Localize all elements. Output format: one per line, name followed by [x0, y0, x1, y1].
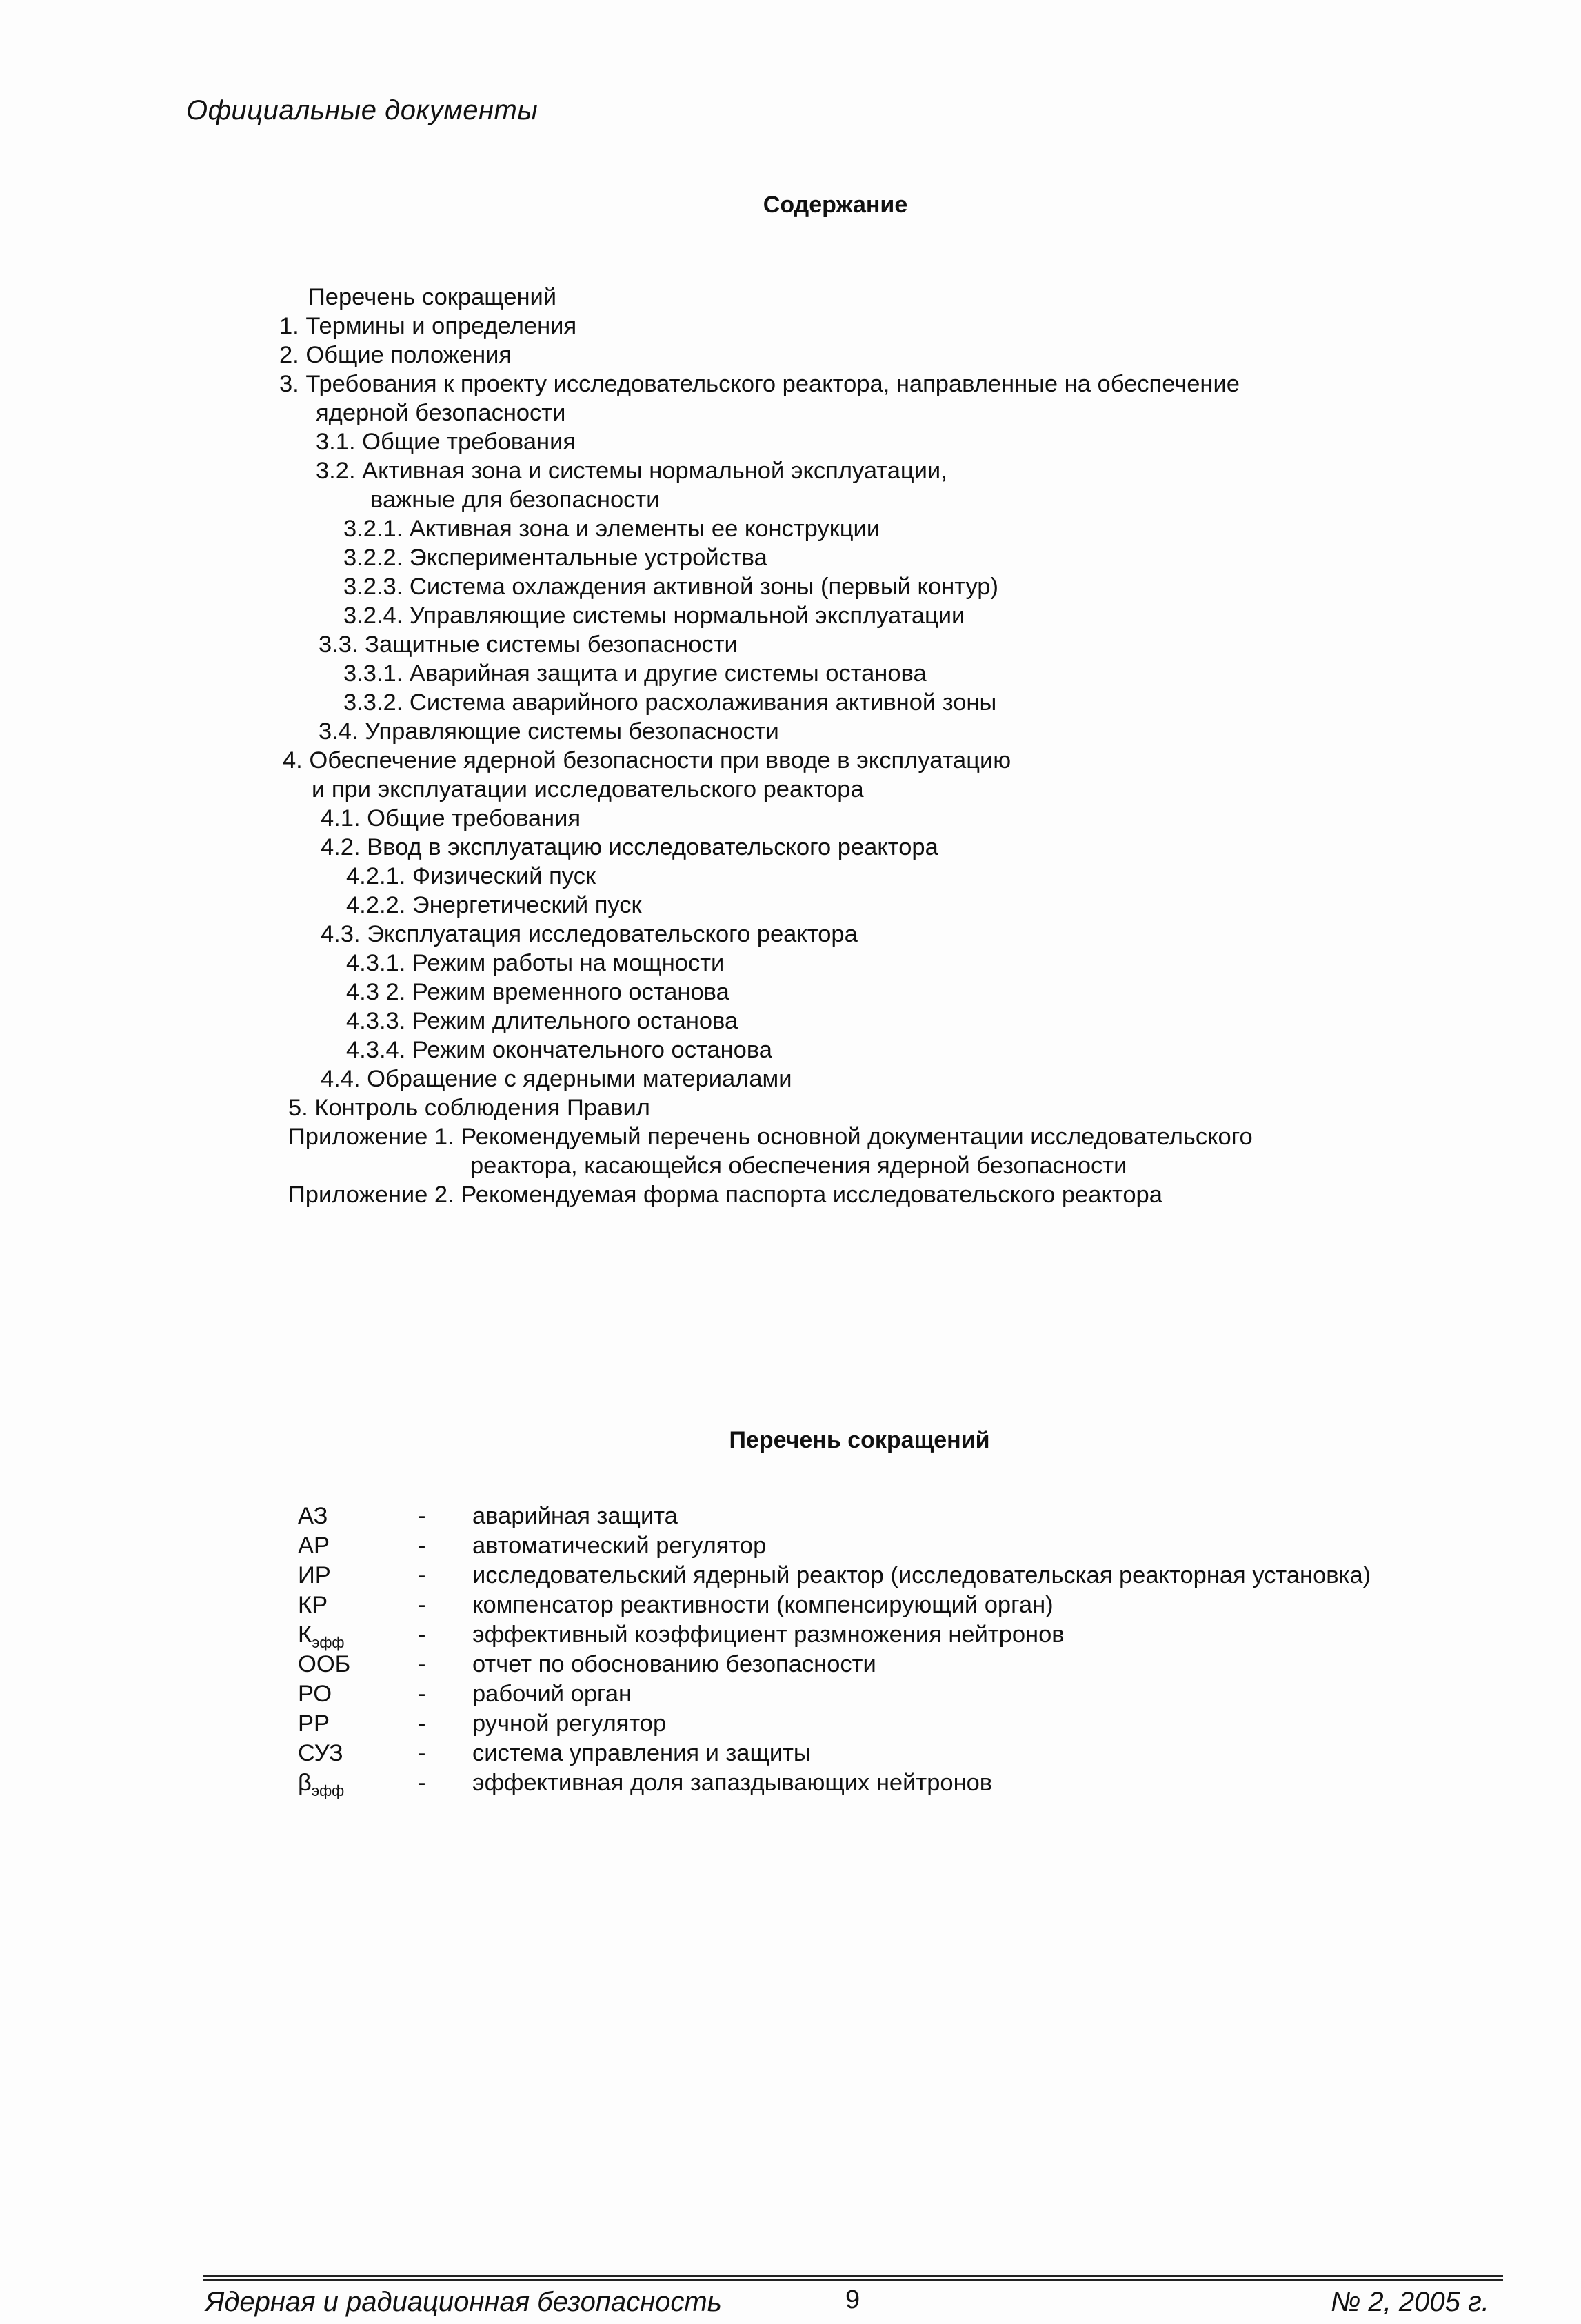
- abbreviation-code: СУЗ: [298, 1740, 343, 1766]
- toc-item: 4.1. Общие требования: [321, 805, 581, 831]
- toc-item: реактора, касающейся обеспечения ядерной безопасности: [470, 1153, 1127, 1179]
- dash-separator: -: [418, 1710, 426, 1737]
- toc-item: 4.3.4. Режим окончательного останова: [346, 1037, 772, 1063]
- toc-item: Перечень сокращений: [308, 284, 557, 310]
- toc-item: 4.3 2. Режим временного останова: [346, 979, 729, 1005]
- abbreviation-code: $К_{эфф}$: [298, 1621, 345, 1651]
- toc-item: Приложение 1. Рекомендуемый перечень основной документации исследовательского: [288, 1124, 1253, 1150]
- abbreviation-definition: система управления и защиты: [472, 1740, 811, 1766]
- abbreviation-code: КР: [298, 1592, 328, 1618]
- abbreviation-code: АР: [298, 1533, 330, 1559]
- toc-item: 3.2.4. Управляющие системы нормальной эксплуатации: [343, 603, 965, 629]
- footer-rule: [203, 2275, 1503, 2277]
- toc-item: 3.3. Защитные системы безопасности: [319, 631, 738, 658]
- dash-separator: -: [418, 1503, 426, 1529]
- toc-item: 3. Требования к проекту исследовательского реактора, направленные на обеспечение: [279, 371, 1240, 397]
- abbreviation-definition: аварийная защита: [472, 1503, 678, 1529]
- contents-heading: Содержание: [763, 192, 908, 218]
- toc-item: 4.2.1. Физический пуск: [346, 863, 596, 889]
- abbreviation-definition: рабочий орган: [472, 1681, 632, 1707]
- toc-item: 4.3.3. Режим длительного останова: [346, 1008, 738, 1034]
- dash-separator: -: [418, 1770, 426, 1796]
- abbreviation-definition: эффективная доля запаздывающих нейтронов: [472, 1770, 993, 1796]
- toc-item: Приложение 2. Рекомендуемая форма паспорта исследовательского реактора: [288, 1182, 1162, 1208]
- dash-separator: -: [418, 1651, 426, 1677]
- abbreviation-definition: автоматический регулятор: [472, 1533, 767, 1559]
- toc-item: 3.2.3. Система охлаждения активной зоны (первый контур): [343, 574, 998, 600]
- toc-item: 4. Обеспечение ядерной безопасности при вводе в эксплуатацию: [283, 747, 1011, 774]
- toc-item: 5. Контроль соблюдения Правил: [288, 1095, 650, 1121]
- abbreviation-definition: отчет по обоснованию безопасности: [472, 1651, 876, 1677]
- abbreviation-definition: компенсатор реактивности (компенсирующий орган): [472, 1592, 1054, 1618]
- abbreviation-definition: эффективный коэффициент размножения нейтронов: [472, 1621, 1065, 1648]
- toc-item: 3.3.2. Система аварийного расхолаживания активной зоны: [343, 689, 997, 716]
- toc-item: 3.2.1. Активная зона и элементы ее конструкции: [343, 516, 880, 542]
- toc-item: 4.4. Обращение с ядерными материалами: [321, 1066, 792, 1092]
- toc-item: 3.1. Общие требования: [316, 429, 576, 455]
- dash-separator: -: [418, 1621, 426, 1648]
- abbreviation-code: АЗ: [298, 1503, 328, 1529]
- abbreviation-definition: исследовательский ядерный реактор (исследовательская реакторная установка): [472, 1562, 1371, 1588]
- toc-item: 3.2.2. Экспериментальные устройства: [343, 545, 767, 571]
- toc-item: 4.3.1. Режим работы на мощности: [346, 950, 725, 976]
- dash-separator: -: [418, 1681, 426, 1707]
- running-header: Официальные документы: [186, 95, 538, 125]
- toc-item: 3.3.1. Аварийная защита и другие системы останова: [343, 660, 927, 687]
- abbreviation-code: РР: [298, 1710, 330, 1737]
- abbreviation-code: РО: [298, 1681, 332, 1707]
- toc-item: 4.2. Ввод в эксплуатацию исследовательского реактора: [321, 834, 938, 860]
- dash-separator: -: [418, 1592, 426, 1618]
- abbreviations-heading: Перечень сокращений: [729, 1427, 990, 1453]
- dash-separator: -: [418, 1533, 426, 1559]
- toc-item: 4.2.2. Энергетический пуск: [346, 892, 642, 918]
- abbreviation-code: ООБ: [298, 1651, 351, 1677]
- toc-item: 4.3. Эксплуатация исследовательского реактора: [321, 921, 858, 947]
- footer-journal-title: Ядерная и радиационная безопасность: [205, 2287, 722, 2317]
- toc-item: 3.4. Управляющие системы безопасности: [319, 718, 779, 745]
- footer-rule: [203, 2279, 1503, 2281]
- toc-item: 3.2. Активная зона и системы нормальной эксплуатации,: [316, 458, 947, 484]
- toc-item: и при эксплуатации исследовательского реактора: [312, 776, 864, 802]
- toc-item: важные для безопасности: [370, 487, 660, 513]
- toc-item: 1. Термины и определения: [279, 313, 577, 339]
- dash-separator: -: [418, 1562, 426, 1588]
- abbreviation-definition: ручной регулятор: [472, 1710, 667, 1737]
- footer-issue: № 2, 2005 г.: [1331, 2287, 1489, 2317]
- abbreviation-code: $\beta_{эфф}$: [298, 1770, 345, 1799]
- toc-item: 2. Общие положения: [279, 342, 512, 368]
- page-number: 9: [845, 2285, 860, 2314]
- toc-item: ядерной безопасности: [316, 400, 566, 426]
- abbreviation-code: ИР: [298, 1562, 331, 1588]
- dash-separator: -: [418, 1740, 426, 1766]
